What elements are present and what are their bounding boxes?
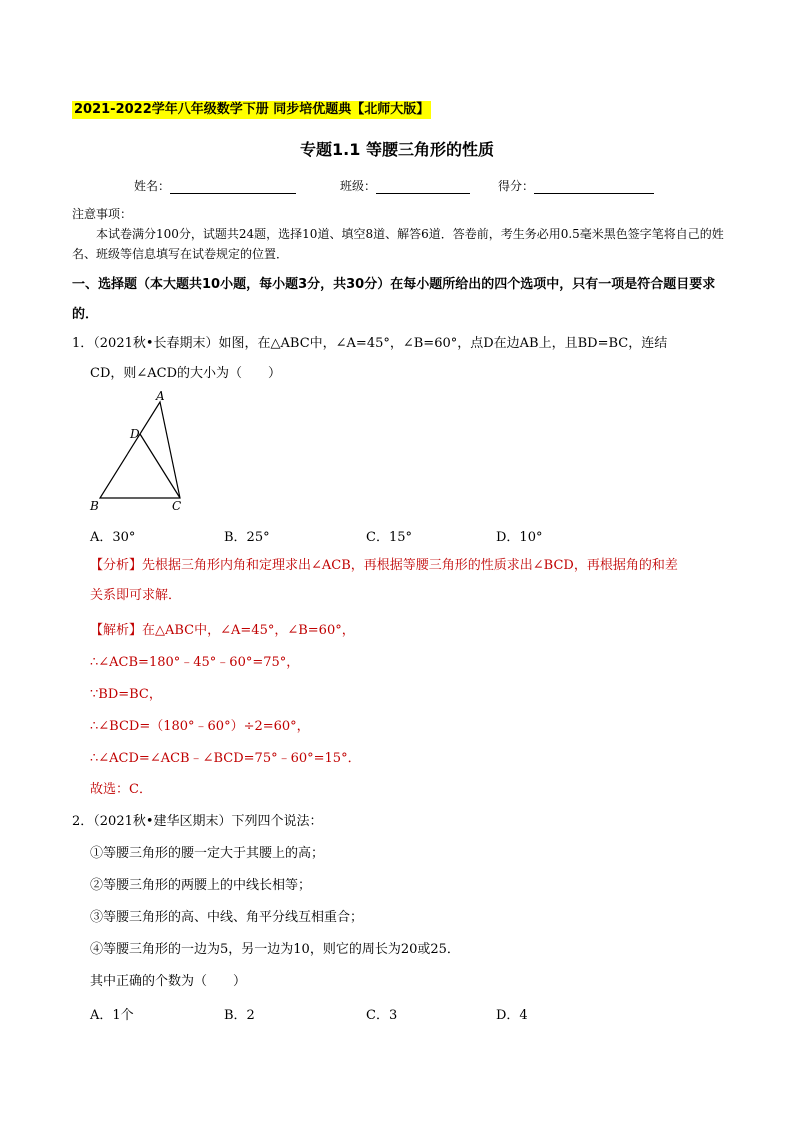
score-label: 得分： [498, 179, 535, 193]
class-blank[interactable] [376, 180, 470, 194]
q1-option-c[interactable]: C．15° [366, 530, 412, 545]
segment-cd [140, 434, 180, 498]
q1-option-d[interactable]: D．10° [496, 530, 543, 545]
q1-solution-line1: 【解析】在△ABC中，∠A=45°，∠B=60°， [90, 623, 355, 638]
label-b: B [90, 499, 99, 513]
q1-line1: 1．（2021秋•长春期末）如图，在△ABC中，∠A=45°，∠B=60°，点D在边AB上，且BD=BC，连结 [72, 336, 668, 351]
q1-analysis-line1: 【分析】先根据三角形内角和定理求出∠ACB，再根据等腰三角形的性质求出∠BCD，再根据角的和差 [90, 558, 678, 573]
q1-triangle-figure [84, 390, 196, 514]
q1-option-b[interactable]: B．25° [224, 530, 270, 545]
class-field[interactable] [340, 178, 470, 194]
q2-stem: 2．（2021秋•建华区期末）下列四个说法： [72, 814, 323, 829]
class-label: 班级： [340, 179, 377, 193]
name-blank[interactable] [170, 180, 296, 194]
q2-option-a[interactable]: A．1个 [90, 1008, 134, 1023]
label-a: A [156, 390, 165, 403]
notes-body: 本试卷满分100分，试题共24题，选择10道、填空8道、解答6道．答卷前，考生务必用0.5毫米黑色签字笔将自己的姓名、班级等信息填写在试卷规定的位置． [72, 227, 724, 261]
q2-item-4: ④等腰三角形的一边为5，另一边为10，则它的周长为20或25． [90, 942, 460, 957]
name-field[interactable] [134, 178, 296, 194]
q1-answer: 故选：C． [90, 782, 152, 797]
q2-question: 其中正确的个数为（ ） [90, 974, 247, 989]
q1-line2: CD，则∠ACD的大小为（ ） [90, 366, 282, 381]
q1-solution-line2: ∴∠ACB=180°﹣45°﹣60°=75°， [90, 655, 300, 670]
q2-option-b[interactable]: B．2 [224, 1008, 255, 1023]
q1-solution-line3: ∵BD=BC， [90, 687, 162, 702]
q2-item-2: ②等腰三角形的两腰上的中线长相等； [90, 878, 312, 893]
q1-option-a[interactable]: A．30° [90, 530, 136, 545]
q1-solution-line4: ∴∠BCD=（180°﹣60°）÷2=60°， [90, 719, 310, 734]
score-blank[interactable] [534, 180, 654, 194]
score-field[interactable] [498, 178, 654, 194]
q1-analysis-line2: 关系即可求解． [90, 588, 182, 603]
label-d: D [130, 427, 140, 441]
q2-item-1: ①等腰三角形的腰一定大于其腰上的高； [90, 846, 325, 861]
page-title: 专题1.1 等腰三角形的性质 [300, 140, 494, 159]
section-heading: 一、选择题（本大题共10小题，每小题3分，共30分）在每小题所给出的四个选项中，只有一项是符合题目要求的． [72, 277, 716, 322]
q2-option-d[interactable]: D．4 [496, 1008, 528, 1023]
name-label: 姓名： [134, 179, 171, 193]
q2-option-c[interactable]: C．3 [366, 1008, 398, 1023]
triangle-abc [100, 402, 180, 498]
q2-item-3: ③等腰三角形的高、中线、角平分线互相重合； [90, 910, 364, 925]
header-band: 2021-2022学年八年级数学下册 同步培优题典【北师大版】 [74, 102, 430, 117]
q1-solution-line5: ∴∠ACD=∠ACB﹣∠BCD=75°﹣60°=15°． [90, 751, 361, 766]
notes-title: 注意事项： [72, 207, 133, 221]
label-c: C [172, 499, 182, 513]
